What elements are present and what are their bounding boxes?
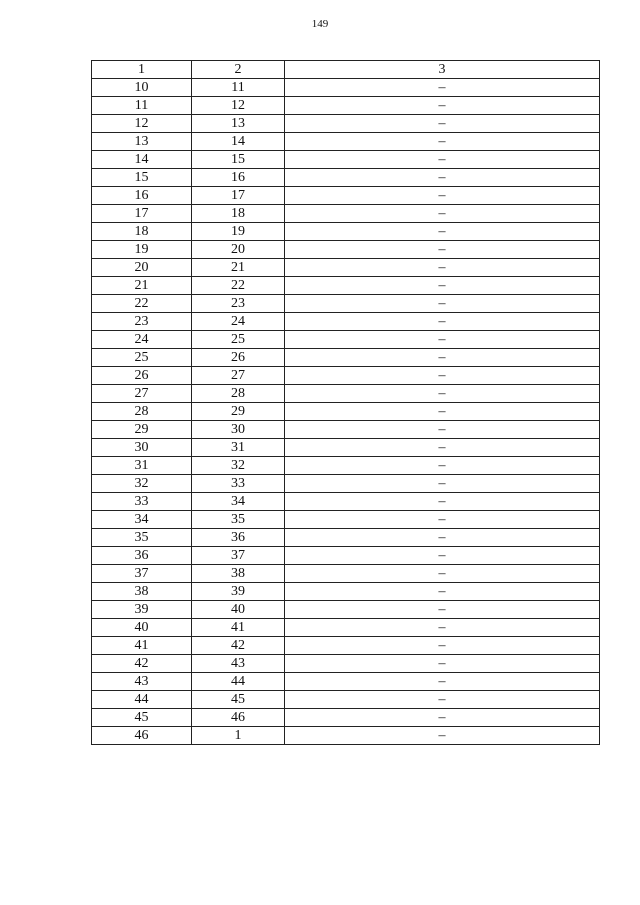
table-cell: 45 <box>92 709 192 727</box>
column-header-3: 3 <box>285 61 600 79</box>
table-row <box>92 637 600 655</box>
table-cell: 26 <box>192 349 285 367</box>
table-header <box>92 61 600 79</box>
table-cell: 46 <box>192 709 285 727</box>
table-row <box>92 385 600 403</box>
table-cell: 27 <box>192 367 285 385</box>
table-cell: 14 <box>192 133 285 151</box>
table-cell: 42 <box>192 637 285 655</box>
table-row <box>92 151 600 169</box>
table-cell: – <box>285 493 600 511</box>
table-cell: – <box>285 403 600 421</box>
table-row <box>92 205 600 223</box>
table-cell: 19 <box>192 223 285 241</box>
table-cell: 21 <box>92 277 192 295</box>
table-cell: 11 <box>192 79 285 97</box>
table-body <box>92 79 600 745</box>
table-cell: 41 <box>92 637 192 655</box>
table-cell: – <box>285 151 600 169</box>
table-row <box>92 655 600 673</box>
table-cell: 32 <box>92 475 192 493</box>
table-cell: 31 <box>192 439 285 457</box>
table-cell: 17 <box>192 187 285 205</box>
table-cell: – <box>285 169 600 187</box>
table-cell: – <box>285 349 600 367</box>
table-cell: 22 <box>192 277 285 295</box>
table-cell: 10 <box>92 79 192 97</box>
table-cell: – <box>285 655 600 673</box>
table-cell: 31 <box>92 457 192 475</box>
table-cell: 21 <box>192 259 285 277</box>
table-row <box>92 187 600 205</box>
table-cell: 1 <box>192 727 285 745</box>
table-row <box>92 97 600 115</box>
table-cell: – <box>285 421 600 439</box>
table-row <box>92 133 600 151</box>
table-cell: – <box>285 619 600 637</box>
table-row <box>92 349 600 367</box>
table-row <box>92 115 600 133</box>
table-cell: 20 <box>92 259 192 277</box>
table-cell: 15 <box>192 151 285 169</box>
table-cell: 30 <box>192 421 285 439</box>
table-cell: 43 <box>92 673 192 691</box>
table-cell: – <box>285 565 600 583</box>
table-cell: – <box>285 691 600 709</box>
table-cell: 17 <box>92 205 192 223</box>
table-row <box>92 547 600 565</box>
table-cell: 24 <box>192 313 285 331</box>
table-cell: – <box>285 475 600 493</box>
table-row <box>92 439 600 457</box>
table-cell: 11 <box>92 97 192 115</box>
table-cell: 29 <box>92 421 192 439</box>
table-row <box>92 457 600 475</box>
table-cell: 18 <box>92 223 192 241</box>
table-cell: 23 <box>92 313 192 331</box>
table-cell: 34 <box>92 511 192 529</box>
table-cell: 25 <box>92 349 192 367</box>
table-cell: 28 <box>92 403 192 421</box>
table-cell: 36 <box>92 547 192 565</box>
table-cell: 40 <box>192 601 285 619</box>
table-cell: 40 <box>92 619 192 637</box>
table-row <box>92 241 600 259</box>
table-cell: 39 <box>192 583 285 601</box>
table-cell: – <box>285 673 600 691</box>
header-row <box>92 61 600 79</box>
table-row <box>92 727 600 745</box>
table-row <box>92 79 600 97</box>
table-cell: 32 <box>192 457 285 475</box>
table-cell: – <box>285 205 600 223</box>
table-cell: – <box>285 241 600 259</box>
table-cell: 23 <box>192 295 285 313</box>
table-cell: 42 <box>92 655 192 673</box>
table-row <box>92 511 600 529</box>
table-cell: 15 <box>92 169 192 187</box>
table-row <box>92 331 600 349</box>
table-cell: – <box>285 97 600 115</box>
table-cell: 33 <box>192 475 285 493</box>
table-cell: 12 <box>92 115 192 133</box>
table-cell: – <box>285 79 600 97</box>
table-cell: – <box>285 601 600 619</box>
table-row <box>92 565 600 583</box>
table-row <box>92 367 600 385</box>
table-cell: 16 <box>92 187 192 205</box>
table-row <box>92 295 600 313</box>
table-row <box>92 709 600 727</box>
table-cell: – <box>285 133 600 151</box>
table-cell: 20 <box>192 241 285 259</box>
table-cell: 37 <box>192 547 285 565</box>
table-cell: – <box>285 583 600 601</box>
table-cell: 13 <box>92 133 192 151</box>
table-row <box>92 673 600 691</box>
table-cell: – <box>285 259 600 277</box>
table-cell: 28 <box>192 385 285 403</box>
table-cell: 46 <box>92 727 192 745</box>
table-cell: – <box>285 727 600 745</box>
table-cell: 41 <box>192 619 285 637</box>
table-cell: 38 <box>92 583 192 601</box>
table-row <box>92 601 600 619</box>
table-cell: – <box>285 709 600 727</box>
table-cell: 45 <box>192 691 285 709</box>
table-cell: 38 <box>192 565 285 583</box>
table-cell: – <box>285 115 600 133</box>
data-table <box>91 60 600 745</box>
table-cell: – <box>285 367 600 385</box>
table-cell: – <box>285 313 600 331</box>
table-cell: 37 <box>92 565 192 583</box>
table-cell: 44 <box>192 673 285 691</box>
table-cell: 13 <box>192 115 285 133</box>
column-header-2: 2 <box>192 61 285 79</box>
table-row <box>92 259 600 277</box>
table-row <box>92 493 600 511</box>
table-cell: 26 <box>92 367 192 385</box>
table-cell: – <box>285 439 600 457</box>
table-cell: – <box>285 277 600 295</box>
table-row <box>92 313 600 331</box>
table-row <box>92 223 600 241</box>
table-cell: 18 <box>192 205 285 223</box>
table-cell: 27 <box>92 385 192 403</box>
table-cell: – <box>285 637 600 655</box>
table-cell: 19 <box>92 241 192 259</box>
table-cell: – <box>285 187 600 205</box>
table-cell: 39 <box>92 601 192 619</box>
table-cell: 43 <box>192 655 285 673</box>
table-cell: 35 <box>92 529 192 547</box>
table-row <box>92 421 600 439</box>
table-cell: 14 <box>92 151 192 169</box>
table-cell: – <box>285 385 600 403</box>
table-cell: 44 <box>92 691 192 709</box>
table-cell: 34 <box>192 493 285 511</box>
table-cell: – <box>285 547 600 565</box>
table-row <box>92 529 600 547</box>
table-cell: 25 <box>192 331 285 349</box>
table-cell: 29 <box>192 403 285 421</box>
table-cell: 36 <box>192 529 285 547</box>
table-row <box>92 475 600 493</box>
table-cell: 35 <box>192 511 285 529</box>
table-cell: 12 <box>192 97 285 115</box>
table-row <box>92 277 600 295</box>
table-cell: 33 <box>92 493 192 511</box>
table-cell: – <box>285 457 600 475</box>
table-row <box>92 403 600 421</box>
table-cell: 16 <box>192 169 285 187</box>
table-cell: – <box>285 331 600 349</box>
table-cell: – <box>285 223 600 241</box>
table-cell: – <box>285 295 600 313</box>
table-cell: 24 <box>92 331 192 349</box>
table-cell: – <box>285 529 600 547</box>
table-row <box>92 169 600 187</box>
column-header-1: 1 <box>92 61 192 79</box>
table-cell: 30 <box>92 439 192 457</box>
table-row <box>92 691 600 709</box>
table-row <box>92 583 600 601</box>
table-cell: 22 <box>92 295 192 313</box>
table-row <box>92 619 600 637</box>
table-cell: – <box>285 511 600 529</box>
page-number: 149 <box>311 18 329 30</box>
